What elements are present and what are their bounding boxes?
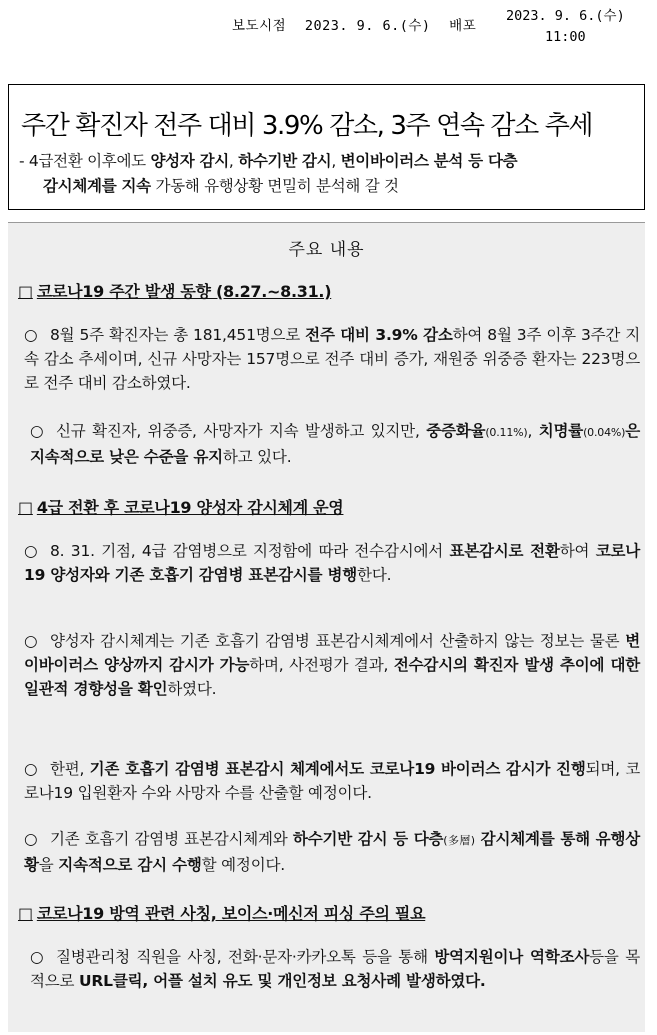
paragraph-bold: 표본감시로 전환 (449, 542, 560, 560)
paragraph-small: (0.11%) (485, 426, 528, 439)
section-title: 코로나19 주간 발생 동향 (8.27.~8.31.) (36, 282, 332, 301)
release-label: 보도시점 (232, 18, 287, 34)
bullet-circle-icon: ○ (24, 542, 38, 560)
bullet-circle-icon: ○ (24, 632, 38, 650)
paragraph-multilayer-surveillance (24, 827, 640, 877)
section-title: 코로나19 방역 관련 사칭, 보이스·메신저 피싱 주의 필요 (36, 904, 426, 923)
paragraph-text: , (527, 422, 539, 440)
paragraph-bold: 기존 호흡기 감염병 표본감시 체계에서도 코로나19 바이러스 감시가 진행 (89, 760, 586, 778)
release-date: 2023. 9. 6.(수) (304, 18, 431, 34)
paragraph-text: 하였다. (167, 680, 217, 698)
bullet-circle-icon: ○ (24, 830, 38, 848)
release-line (232, 14, 486, 34)
section-heading-phishing (18, 901, 425, 924)
paragraph-text: 을 (38, 856, 59, 874)
embargo-time (506, 6, 625, 48)
paragraph-bold: 변이바이러스 양상까지 감시가 가능 (24, 632, 640, 674)
checkbox-square-icon: □ (18, 498, 33, 517)
subtitle-prefix: - 4급전환 이후에도 (19, 152, 151, 170)
paragraph-text: 8월 5주 확진자는 총 181,451명으로 (50, 326, 306, 344)
bullet-circle-icon: ○ (24, 326, 38, 344)
section-title: 4급 전환 후 코로나19 양성자 감시체계 운영 (36, 498, 344, 517)
paragraph-text: 질병관리청 직원을 사칭, 전화·문자·카카오톡 등을 통해 (56, 948, 435, 966)
paragraph-bold: 방역지원이나 역학조사 (434, 948, 590, 966)
subtitle (19, 149, 639, 199)
paragraph-text: 할 예정이다. (201, 856, 285, 874)
paragraph-variant-monitoring (24, 629, 640, 701)
paragraph-text: 8. 31. 기점, 4급 감염병으로 지정함에 따라 전수감시에서 (50, 542, 450, 560)
paragraph-bold: 치명률 (538, 422, 584, 440)
release-action: 배포 (449, 18, 477, 34)
bullet-circle-icon: ○ (24, 760, 38, 778)
paragraph-text: 양성자 감시체계는 기존 호흡기 감염병 표본감시체계에서 산출하지 않는 정보는 물론 (50, 632, 626, 650)
title-box (8, 84, 645, 210)
summary-panel (8, 222, 645, 1032)
checkbox-square-icon: □ (18, 904, 33, 923)
subtitle-bold-2: 하수기반 감시 (238, 152, 332, 170)
subtitle-bold-3: 변이바이러스 분석 등 다층 (340, 152, 518, 170)
paragraph-small: (多層) (443, 834, 475, 847)
section-heading-surveillance (18, 495, 343, 518)
embargo-hour: 11:00 (545, 29, 586, 45)
paragraph-bold: 은 지속적으로 낮은 수준을 유지 (30, 422, 640, 466)
paragraph-severity-rate (30, 419, 640, 469)
paragraph-text: 하며, 사전평가 결과, (249, 656, 394, 674)
subtitle-comma-1: , (228, 152, 239, 170)
paragraph-hospitalization (24, 757, 640, 805)
paragraph-bold: 감시체계를 통해 유행상황 (24, 830, 640, 874)
paragraph-text: 한다. (357, 566, 392, 584)
checkbox-square-icon: □ (18, 282, 33, 301)
paragraph-sample-surveillance (24, 539, 640, 587)
paragraph-bold: URL클릭, 어플 설치 유도 및 개인정보 요청사례 발생하였다. (79, 972, 486, 990)
paragraph-text: 하여 (559, 542, 596, 560)
headline: 주간 확진자 전주 대비 3.9% 감소, 3주 연속 감소 추세 (21, 111, 593, 141)
paragraph-text: 하여 8월 3주 이후 3주간 지속 감소 추세이며, 신규 사망자는 157명으로 전주 대비 증가, 재원중 위중증 환자는 223명으로 전주 대비 감소하였다. (24, 326, 641, 392)
section-heading-weekly-trend (18, 279, 331, 302)
subtitle-comma-2: , (331, 152, 341, 170)
summary-heading: 주요 내용 (288, 240, 365, 260)
paragraph-small: (0.04%) (583, 426, 626, 439)
bullet-circle-icon: ○ (30, 422, 44, 440)
paragraph-bold: 코로나19 양성자와 기존 호흡기 감염병 표본감시를 병행 (24, 542, 641, 584)
paragraph-text: 하고 있다. (222, 448, 292, 466)
paragraph-weekly-cases (24, 323, 640, 395)
release-info (0, 6, 657, 46)
paragraph-text: 등을 목적으로 (30, 948, 640, 990)
paragraph-bold: 전수감시의 확진자 발생 추이에 대한 일관적 경향성을 확인 (24, 656, 640, 698)
subtitle-bold-1: 양성자 감시 (150, 152, 229, 170)
subtitle-line2-bold: 감시체계를 지속 (43, 177, 151, 195)
embargo-date: 2023. 9. 6.(수) (506, 8, 625, 24)
paragraph-bold: 전주 대비 3.9% 감소 (305, 326, 453, 344)
paragraph-text: 기존 호흡기 감염병 표본감시체계와 (50, 830, 293, 848)
paragraph-phishing-warning (30, 945, 640, 993)
paragraph-text: 한편, (50, 760, 90, 778)
paragraph-bold: 지속적으로 감시 수행 (58, 856, 202, 874)
bullet-circle-icon: ○ (30, 948, 44, 966)
paragraph-bold: 중증화율 (426, 422, 486, 440)
subtitle-line2-text: 가동해 유행상황 면밀히 분석해 갈 것 (150, 177, 399, 195)
subtitle-line-2 (19, 174, 639, 199)
paragraph-text: 되며, 코로나19 입원환자 수와 사망자 수를 산출할 예정이다. (24, 760, 640, 802)
paragraph-bold: 하수기반 감시 등 다층 (292, 830, 444, 848)
paragraph-text: 신규 확진자, 위중증, 사망자가 지속 발생하고 있지만, (56, 422, 427, 440)
